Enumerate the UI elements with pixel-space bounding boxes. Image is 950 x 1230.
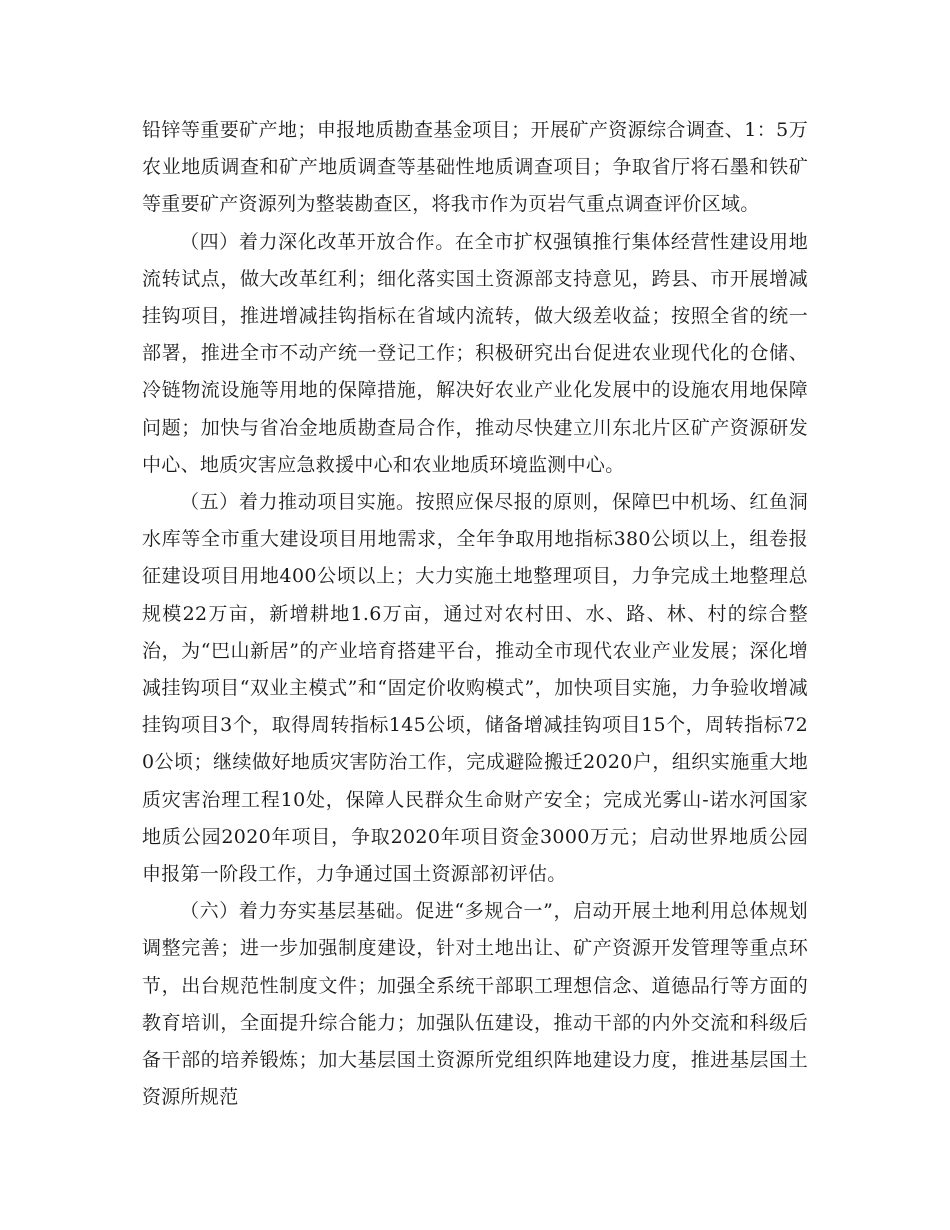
paragraph-section-4-reform: （四）着力深化改革开放合作。在全市扩权强镇推行集体经营性建设用地流转试点，做大改革红利；细化落实国土资源部支持意见，跨县、市开展增减挂钩项目，推进增减挂钩指标在省域内流转，做大级差收益；按照全省的统一部署，推进全市不动产统一登记工作；积极研究出台促进农业现代化的仓储、冷链物流设施等用地的保障措施，解决好农业产业化发展中的设施农用地保障问题；加快与省冶金地质勘查局合作，推动尽快建立川东北片区矿产资源研发中心、地质灾害应急救援中心和农业地质环境监测中心。 [142,230,808,476]
paragraph-section-6-foundation: （六）着力夯实基层基础。促进“多规合一”，启动开展土地利用总体规划调整完善；进一步加强制度建设，针对土地出让、矿产资源开发管理等重点环节，出台规范性制度文件；加强全系统干部职工理想信念、道德品行等方面的教育培训，全面提升综合能力；加强队伍建设，推动干部的内外交流和科级后备干部的培养锻炼；加大基层国土资源所党组织阵地建设力度，推进基层国土资源所规范 [142,900,808,1109]
paragraph-mineral-survey: 铅锌等重要矿产地；申报地质勘查基金项目；开展矿产资源综合调查、1：5万农业地质调查和矿产地质调查等基础性地质调查项目；争取省厅将石墨和铁矿等重要矿产资源列为整装勘查区，将我市作为页岩气重点调查评价区域。 [142,119,808,216]
document-body [142,112,808,1116]
paragraph-section-5-projects: （五）着力推动项目实施。按照应保尽报的原则，保障巴中机场、红鱼洞水库等全市重大建设项目用地需求，全年争取用地指标380公顷以上，组卷报征建设项目用地400公顷以上；大力实施土地整理项目，力争完成土地整理总规模22万亩，新增耕地1.6万亩，通过对农村田、水、路、林、村的综合整治，为“巴山新居”的产业培育搭建平台，推动全市现代农业产业发展；深化增减挂钩项目“双业主模式”和“固定价收购模式”，加快项目实施，力争验收增减挂钩项目3个，取得周转指标145公顷，储备增减挂钩项目15个，周转指标720公顷；继续做好地质灾害防治工作，完成避险搬迁2020户，组织实施重大地质灾害治理工程10处，保障人民群众生命财产安全；完成光雾山-诺水河国家地质公园2020年项目，争取2020年项目资金3000万元；启动世界地质公园申报第一阶段工作，力争通过国土资源部初评估。 [142,491,808,886]
